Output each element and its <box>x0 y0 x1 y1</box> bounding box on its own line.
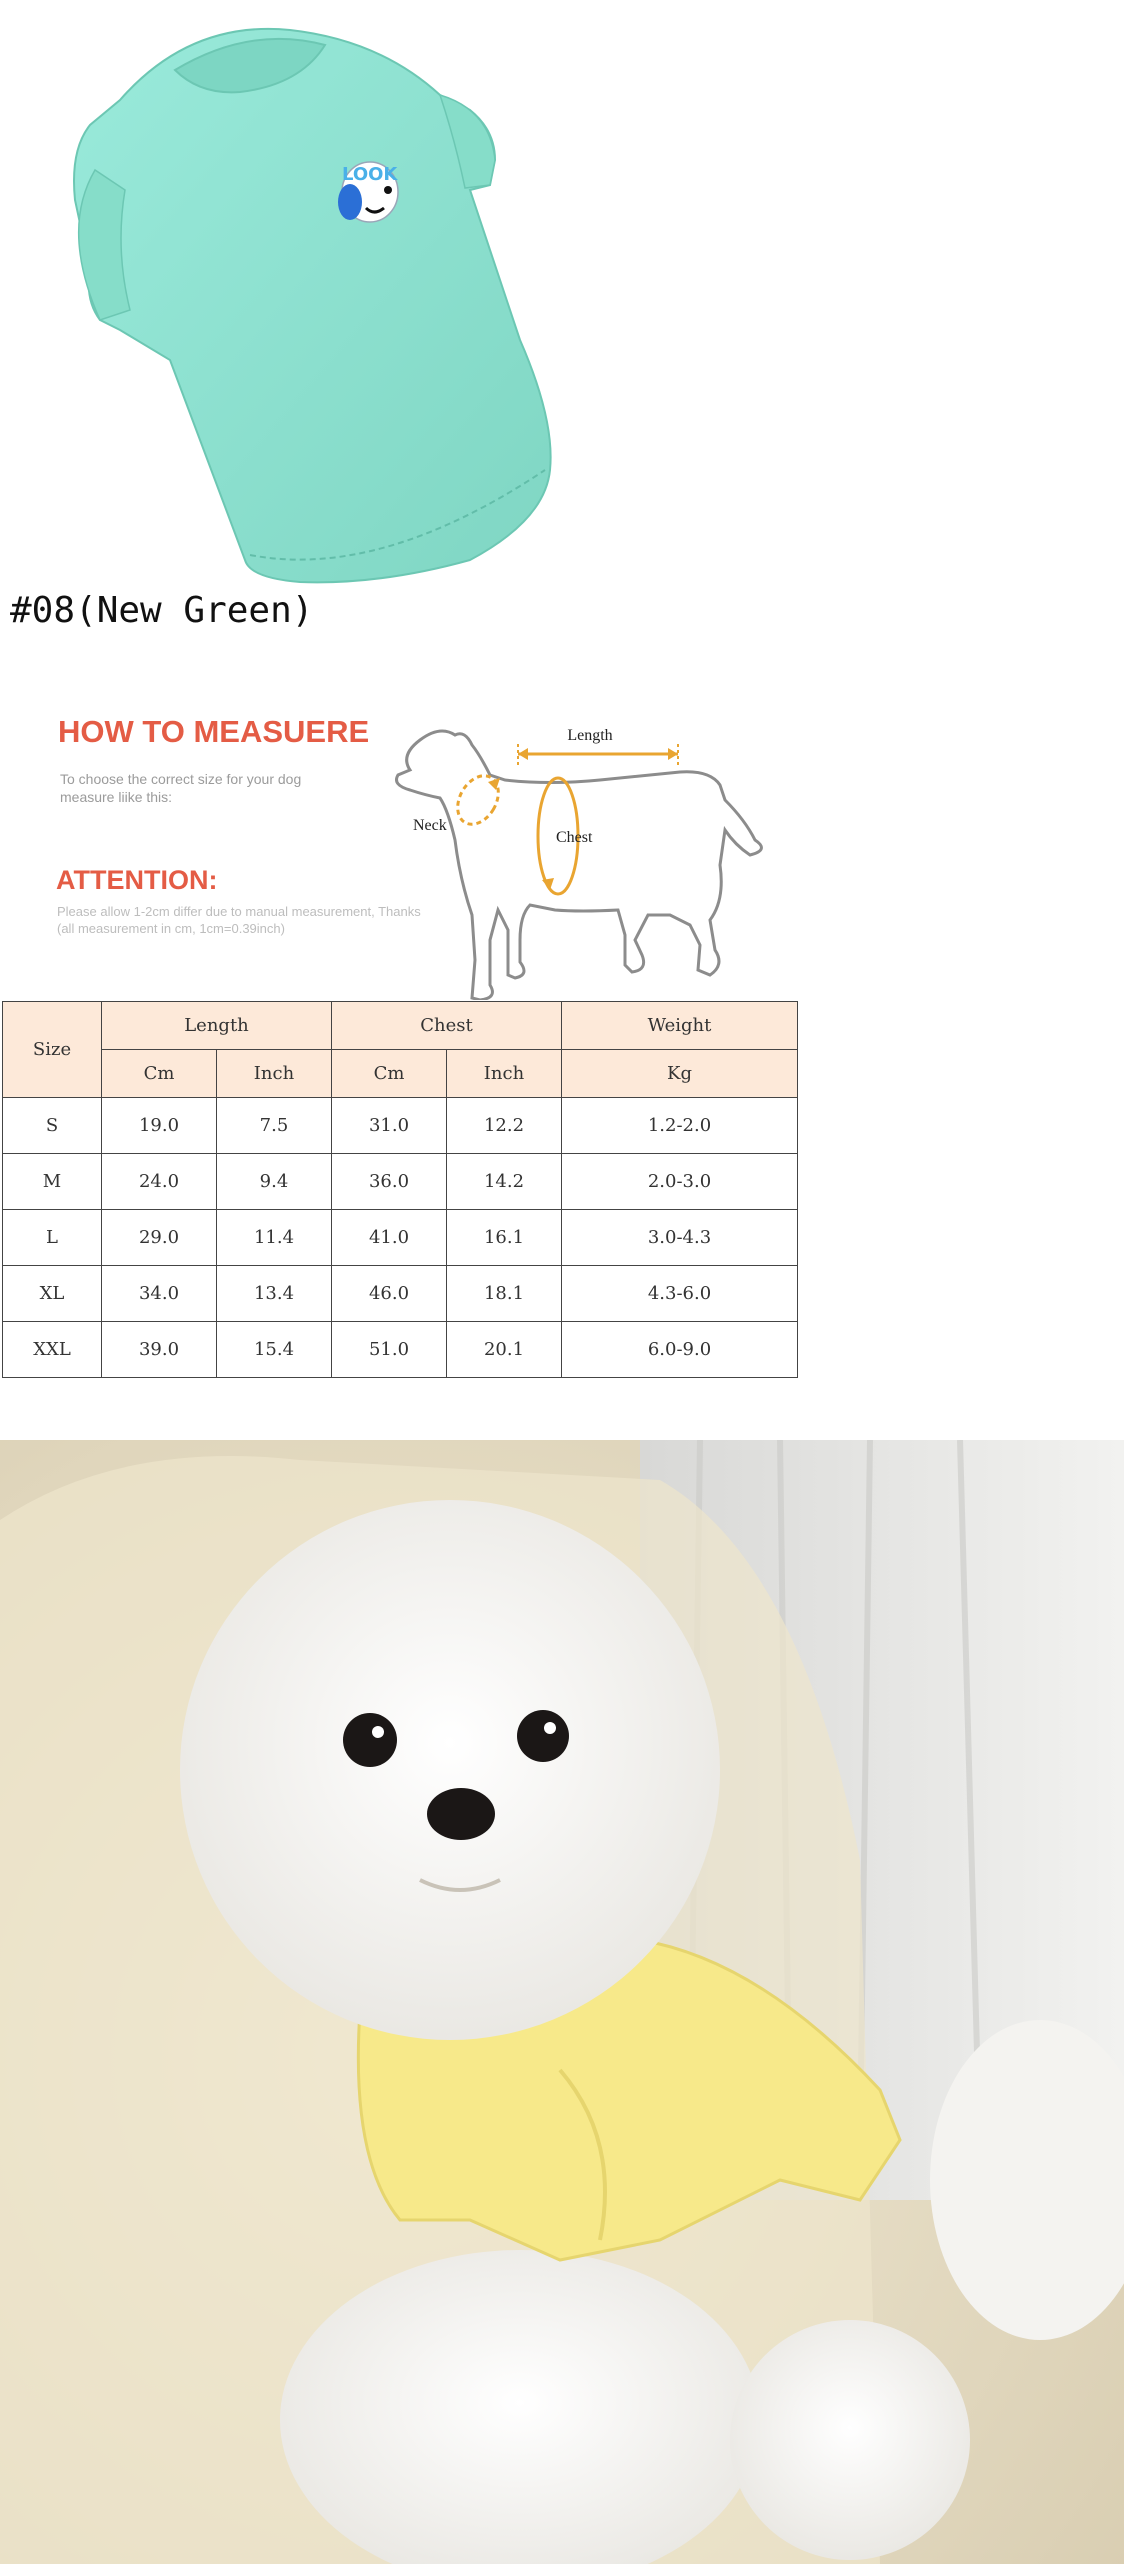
length-cm-cell: 34.0 <box>102 1266 217 1322</box>
length-group-header: Length <box>102 1002 332 1050</box>
length-inch-cell: 15.4 <box>217 1322 332 1378</box>
unit-header: Cm <box>332 1050 447 1098</box>
chest-inch-cell: 20.1 <box>447 1322 562 1378</box>
weight-kg-cell: 6.0-9.0 <box>562 1322 798 1378</box>
weight-kg-cell: 2.0-3.0 <box>562 1154 798 1210</box>
color-caption: #08(New Green) <box>10 590 314 631</box>
measure-instructions <box>0 700 800 1000</box>
size-cell: S <box>3 1098 102 1154</box>
weight-kg-cell: 3.0-4.3 <box>562 1210 798 1266</box>
size-cell: XXL <box>3 1322 102 1378</box>
size-chart-table <box>2 1001 798 1378</box>
table-row <box>3 1322 798 1378</box>
unit-header: Cm <box>102 1050 217 1098</box>
size-cell: M <box>3 1154 102 1210</box>
dog-measure-diagram <box>380 700 770 1000</box>
length-cm-cell: 19.0 <box>102 1098 217 1154</box>
length-cm-cell: 29.0 <box>102 1210 217 1266</box>
length-cm-cell: 39.0 <box>102 1322 217 1378</box>
unit-header: Kg <box>562 1050 798 1098</box>
weight-kg-cell: 1.2-2.0 <box>562 1098 798 1154</box>
table-row <box>3 1210 798 1266</box>
table-row <box>3 1266 798 1322</box>
table-row <box>3 1154 798 1210</box>
size-cell: L <box>3 1210 102 1266</box>
chest-cm-cell: 31.0 <box>332 1098 447 1154</box>
weight-kg-cell: 4.3-6.0 <box>562 1266 798 1322</box>
product-shirt-image <box>0 0 600 590</box>
unit-header: Inch <box>447 1050 562 1098</box>
dog-lifestyle-photo <box>0 1440 1124 2564</box>
svg-text:LOOK: LOOK <box>342 164 398 185</box>
unit-header: Inch <box>217 1050 332 1098</box>
look-badge <box>338 162 398 222</box>
chest-inch-cell: 12.2 <box>447 1098 562 1154</box>
length-cm-cell: 24.0 <box>102 1154 217 1210</box>
length-inch-cell: 7.5 <box>217 1098 332 1154</box>
neck-label: Neck <box>413 817 447 834</box>
chest-inch-cell: 14.2 <box>447 1154 562 1210</box>
chest-cm-cell: 41.0 <box>332 1210 447 1266</box>
chest-inch-cell: 16.1 <box>447 1210 562 1266</box>
length-label: Length <box>567 727 613 744</box>
table-row <box>3 1098 798 1154</box>
length-inch-cell: 11.4 <box>217 1210 332 1266</box>
chest-inch-cell: 18.1 <box>447 1266 562 1322</box>
chest-cm-cell: 46.0 <box>332 1266 447 1322</box>
chest-label: Chest <box>556 829 593 846</box>
chest-cm-cell: 36.0 <box>332 1154 447 1210</box>
size-header: Size <box>3 1002 102 1098</box>
attention-text: Please allow 1-2cm differ due to manual measurement, Thanks (all measurement in cm, 1cm=0.39inch) <box>57 904 421 936</box>
measure-subtitle: To choose the correct size for your dog measure liike this: <box>60 771 302 805</box>
length-inch-cell: 9.4 <box>217 1154 332 1210</box>
attention-title: ATTENTION: <box>56 865 218 895</box>
measure-title: HOW TO MEASUERE <box>58 714 370 749</box>
chest-group-header: Chest <box>332 1002 562 1050</box>
length-inch-cell: 13.4 <box>217 1266 332 1322</box>
weight-group-header: Weight <box>562 1002 798 1050</box>
size-cell: XL <box>3 1266 102 1322</box>
chest-cm-cell: 51.0 <box>332 1322 447 1378</box>
